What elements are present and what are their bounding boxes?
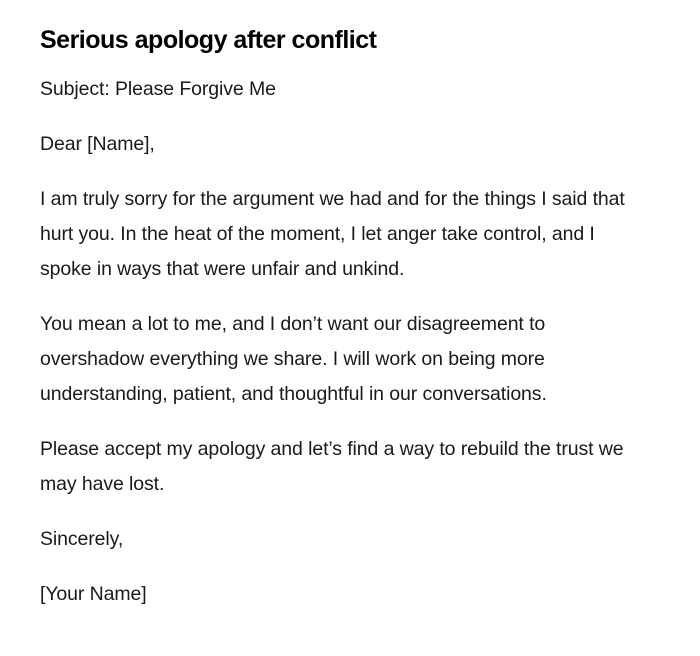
page-title: Serious apology after conflict [40,26,377,54]
greeting: Dear [Name], [40,133,155,155]
subject-line: Subject: Please Forgive Me [40,78,276,100]
closing: Sincerely, [40,528,124,550]
body-paragraph: I am truly sorry for the argument we had and for the things I said that hurt you. In the heat of the moment, I let anger take control, and I spoke in ways that were unfair and unkind. [40,188,625,280]
body-paragraph: You mean a lot to me, and I don’t want our disagreement to overshadow everything we share. I will work on being more understanding, patient, and thoughtful in our conversations. [40,313,547,405]
letter-document [40,22,640,632]
signature: [Your Name] [40,583,147,605]
body-paragraph: Please accept my apology and let’s find a way to rebuild the trust we may have lost. [40,438,624,495]
